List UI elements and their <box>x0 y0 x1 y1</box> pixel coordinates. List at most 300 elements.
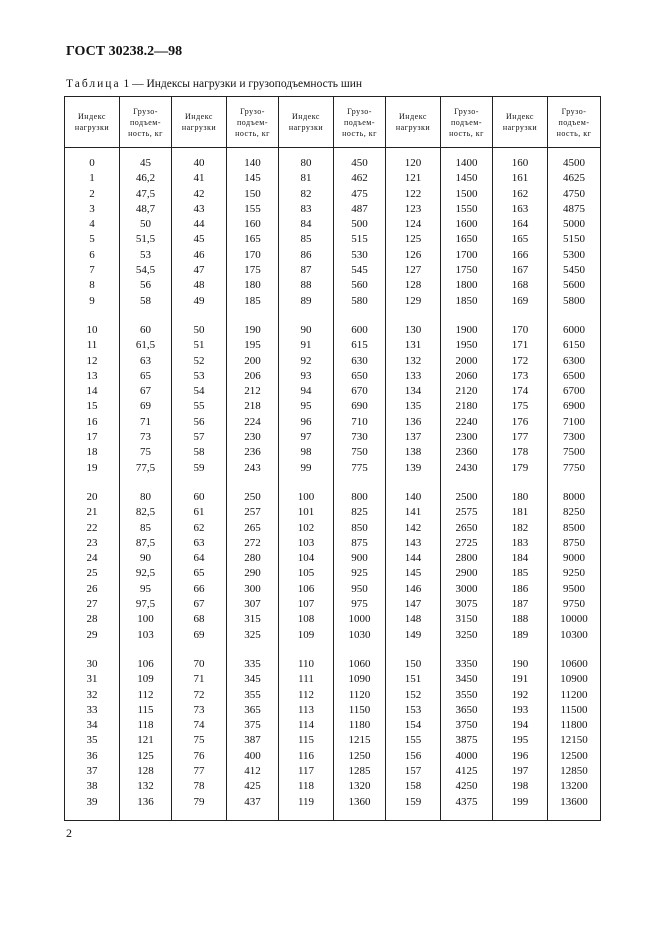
load-index-header: Индекс нагрузки <box>386 97 441 148</box>
load-index-cell: 120 <box>386 156 441 171</box>
load-index-cell: 168 <box>493 278 548 293</box>
load-index-cell: 64 <box>172 551 227 566</box>
table-row <box>65 490 601 505</box>
load-capacity-cell: 257 <box>227 505 279 520</box>
load-index-cell: 27 <box>65 597 120 612</box>
load-index-cell: 119 <box>279 795 334 810</box>
load-capacity-cell: 280 <box>227 551 279 566</box>
load-index-cell: 2 <box>65 187 120 202</box>
load-index-cell: 124 <box>386 217 441 232</box>
table-row <box>65 536 601 551</box>
load-capacity-cell: 2725 <box>441 536 493 551</box>
table-row <box>65 779 601 794</box>
load-index-cell: 65 <box>172 566 227 581</box>
load-capacity-cell: 1090 <box>334 672 386 687</box>
load-capacity-cell: 175 <box>227 263 279 278</box>
load-index-header: Индекс нагрузки <box>172 97 227 148</box>
load-capacity-cell: 140 <box>227 156 279 171</box>
load-index-cell: 138 <box>386 445 441 460</box>
load-index-cell: 79 <box>172 795 227 810</box>
load-capacity-cell: 1060 <box>334 657 386 672</box>
load-capacity-cell: 1450 <box>441 171 493 186</box>
load-index-cell: 10 <box>65 323 120 338</box>
load-index-cell: 150 <box>386 657 441 672</box>
load-index-cell: 51 <box>172 338 227 353</box>
load-index-cell: 63 <box>172 536 227 551</box>
load-index-cell: 107 <box>279 597 334 612</box>
load-capacity-cell: 315 <box>227 612 279 627</box>
load-capacity-cell: 3450 <box>441 672 493 687</box>
load-index-cell: 20 <box>65 490 120 505</box>
load-index-cell: 4 <box>65 217 120 232</box>
load-capacity-cell: 2575 <box>441 505 493 520</box>
load-capacity-cell: 710 <box>334 415 386 430</box>
load-capacity-cell: 1400 <box>441 156 493 171</box>
load-capacity-cell: 2500 <box>441 490 493 505</box>
load-index-cell: 81 <box>279 171 334 186</box>
table-row <box>65 597 601 612</box>
load-capacity-cell: 71 <box>120 415 172 430</box>
load-index-cell: 162 <box>493 187 548 202</box>
load-index-cell: 78 <box>172 779 227 794</box>
load-index-cell: 58 <box>172 445 227 460</box>
load-index-cell: 97 <box>279 430 334 445</box>
load-index-cell: 158 <box>386 779 441 794</box>
load-capacity-cell: 224 <box>227 415 279 430</box>
load-index-cell: 102 <box>279 521 334 536</box>
load-index-cell: 9 <box>65 294 120 309</box>
load-index-cell: 129 <box>386 294 441 309</box>
load-capacity-cell: 150 <box>227 187 279 202</box>
load-capacity-cell: 650 <box>334 369 386 384</box>
load-index-cell: 83 <box>279 202 334 217</box>
table-caption-prefix: Таблица <box>66 78 121 90</box>
load-capacity-cell: 1320 <box>334 779 386 794</box>
load-index-cell: 145 <box>386 566 441 581</box>
load-index-cell: 125 <box>386 232 441 247</box>
table-row <box>65 294 601 309</box>
load-index-cell: 22 <box>65 521 120 536</box>
load-index-cell: 88 <box>279 278 334 293</box>
load-index-cell: 117 <box>279 764 334 779</box>
load-index-cell: 130 <box>386 323 441 338</box>
load-capacity-cell: 206 <box>227 369 279 384</box>
load-index-cell: 149 <box>386 628 441 643</box>
load-index-cell: 153 <box>386 703 441 718</box>
load-capacity-cell: 4000 <box>441 749 493 764</box>
load-capacity-cell: 60 <box>120 323 172 338</box>
load-index-cell: 8 <box>65 278 120 293</box>
load-capacity-cell: 462 <box>334 171 386 186</box>
load-index-cell: 173 <box>493 369 548 384</box>
load-index-cell: 106 <box>279 582 334 597</box>
load-index-cell: 178 <box>493 445 548 460</box>
load-index-table <box>64 96 601 821</box>
load-capacity-cell: 5600 <box>548 278 601 293</box>
load-capacity-cell: 4875 <box>548 202 601 217</box>
load-capacity-cell: 8000 <box>548 490 601 505</box>
table-body <box>65 148 601 821</box>
load-index-cell: 50 <box>172 323 227 338</box>
load-capacity-cell: 61,5 <box>120 338 172 353</box>
load-capacity-cell: 165 <box>227 232 279 247</box>
load-capacity-cell: 1360 <box>334 795 386 810</box>
load-capacity-cell: 6900 <box>548 399 601 414</box>
load-index-cell: 68 <box>172 612 227 627</box>
load-index-cell: 151 <box>386 672 441 687</box>
load-index-cell: 185 <box>493 566 548 581</box>
table-caption <box>66 78 362 90</box>
load-capacity-cell: 265 <box>227 521 279 536</box>
load-capacity-cell: 121 <box>120 733 172 748</box>
load-index-cell: 25 <box>65 566 120 581</box>
load-capacity-cell: 1030 <box>334 628 386 643</box>
table-row <box>65 703 601 718</box>
load-index-cell: 60 <box>172 490 227 505</box>
table-row <box>65 764 601 779</box>
table-row <box>65 263 601 278</box>
load-capacity-cell: 128 <box>120 764 172 779</box>
load-capacity-cell: 4375 <box>441 795 493 810</box>
load-capacity-cell: 6500 <box>548 369 601 384</box>
load-capacity-cell: 100 <box>120 612 172 627</box>
load-index-cell: 46 <box>172 248 227 263</box>
load-index-cell: 45 <box>172 232 227 247</box>
load-index-cell: 85 <box>279 232 334 247</box>
load-index-header: Индекс нагрузки <box>65 97 120 148</box>
load-index-cell: 84 <box>279 217 334 232</box>
load-index-cell: 170 <box>493 323 548 338</box>
load-capacity-cell: 5150 <box>548 232 601 247</box>
load-index-cell: 156 <box>386 749 441 764</box>
table-spacer <box>65 309 601 323</box>
load-capacity-cell: 2180 <box>441 399 493 414</box>
load-capacity-cell: 1120 <box>334 688 386 703</box>
document-header: ГОСТ 30238.2—98 <box>66 44 183 59</box>
load-index-cell: 191 <box>493 672 548 687</box>
load-capacity-cell: 13200 <box>548 779 601 794</box>
load-index-cell: 38 <box>65 779 120 794</box>
load-capacity-cell: 7500 <box>548 445 601 460</box>
load-index-cell: 36 <box>65 749 120 764</box>
load-capacity-cell: 1700 <box>441 248 493 263</box>
load-capacity-cell: 290 <box>227 566 279 581</box>
load-capacity-cell: 118 <box>120 718 172 733</box>
load-capacity-cell: 3150 <box>441 612 493 627</box>
load-capacity-cell: 300 <box>227 582 279 597</box>
load-capacity-cell: 335 <box>227 657 279 672</box>
load-capacity-cell: 475 <box>334 187 386 202</box>
load-capacity-cell: 1950 <box>441 338 493 353</box>
load-index-cell: 112 <box>279 688 334 703</box>
load-index-cell: 172 <box>493 354 548 369</box>
table-row <box>65 795 601 810</box>
load-index-cell: 42 <box>172 187 227 202</box>
load-index-cell: 32 <box>65 688 120 703</box>
table-row <box>65 369 601 384</box>
table-row <box>65 657 601 672</box>
load-index-cell: 7 <box>65 263 120 278</box>
load-index-cell: 139 <box>386 461 441 476</box>
load-index-cell: 132 <box>386 354 441 369</box>
load-index-cell: 114 <box>279 718 334 733</box>
load-index-cell: 118 <box>279 779 334 794</box>
load-capacity-cell: 325 <box>227 628 279 643</box>
load-capacity-cell: 9000 <box>548 551 601 566</box>
load-capacity-cell: 1550 <box>441 202 493 217</box>
load-capacity-cell: 97,5 <box>120 597 172 612</box>
load-index-cell: 169 <box>493 294 548 309</box>
load-capacity-cell: 615 <box>334 338 386 353</box>
load-capacity-cell: 1150 <box>334 703 386 718</box>
load-capacity-cell: 10900 <box>548 672 601 687</box>
load-index-cell: 195 <box>493 733 548 748</box>
table-row <box>65 505 601 520</box>
table-row <box>65 202 601 217</box>
load-index-cell: 34 <box>65 718 120 733</box>
table-row <box>65 445 601 460</box>
table-row <box>65 521 601 536</box>
load-capacity-cell: 212 <box>227 384 279 399</box>
load-capacity-cell: 2430 <box>441 461 493 476</box>
table-row <box>65 461 601 476</box>
load-capacity-cell: 103 <box>120 628 172 643</box>
load-capacity-cell: 9250 <box>548 566 601 581</box>
load-capacity-cell: 1750 <box>441 263 493 278</box>
load-index-cell: 154 <box>386 718 441 733</box>
table-row <box>65 156 601 171</box>
load-capacity-cell: 8250 <box>548 505 601 520</box>
load-capacity-cell: 11200 <box>548 688 601 703</box>
load-capacity-cell: 51,5 <box>120 232 172 247</box>
load-capacity-cell: 1180 <box>334 718 386 733</box>
load-capacity-cell: 160 <box>227 217 279 232</box>
load-capacity-cell: 10000 <box>548 612 601 627</box>
load-capacity-cell: 6700 <box>548 384 601 399</box>
table-spacer <box>65 476 601 490</box>
load-capacity-cell: 1285 <box>334 764 386 779</box>
load-index-cell: 18 <box>65 445 120 460</box>
load-index-cell: 105 <box>279 566 334 581</box>
load-index-cell: 47 <box>172 263 227 278</box>
load-index-cell: 43 <box>172 202 227 217</box>
load-index-cell: 144 <box>386 551 441 566</box>
load-index-cell: 55 <box>172 399 227 414</box>
load-capacity-header: Грузо- подъем- ность, кг <box>334 97 386 148</box>
table-row <box>65 733 601 748</box>
load-capacity-cell: 69 <box>120 399 172 414</box>
load-capacity-cell: 200 <box>227 354 279 369</box>
load-capacity-cell: 56 <box>120 278 172 293</box>
load-capacity-cell: 109 <box>120 672 172 687</box>
load-capacity-cell: 3000 <box>441 582 493 597</box>
load-index-cell: 175 <box>493 399 548 414</box>
table-header-row <box>65 97 601 148</box>
load-index-cell: 69 <box>172 628 227 643</box>
load-index-cell: 184 <box>493 551 548 566</box>
load-capacity-cell: 5800 <box>548 294 601 309</box>
load-index-cell: 133 <box>386 369 441 384</box>
load-capacity-cell: 2650 <box>441 521 493 536</box>
load-capacity-cell: 670 <box>334 384 386 399</box>
load-capacity-cell: 1215 <box>334 733 386 748</box>
load-index-cell: 48 <box>172 278 227 293</box>
load-index-cell: 67 <box>172 597 227 612</box>
load-capacity-cell: 6150 <box>548 338 601 353</box>
load-index-cell: 140 <box>386 490 441 505</box>
load-capacity-cell: 9750 <box>548 597 601 612</box>
load-capacity-cell: 95 <box>120 582 172 597</box>
table-row <box>65 338 601 353</box>
load-capacity-cell: 115 <box>120 703 172 718</box>
load-index-cell: 41 <box>172 171 227 186</box>
table-row <box>65 551 601 566</box>
load-index-cell: 59 <box>172 461 227 476</box>
load-index-cell: 1 <box>65 171 120 186</box>
load-index-cell: 99 <box>279 461 334 476</box>
load-capacity-cell: 2800 <box>441 551 493 566</box>
load-capacity-cell: 58 <box>120 294 172 309</box>
table-row <box>65 582 601 597</box>
load-index-cell: 123 <box>386 202 441 217</box>
load-index-cell: 13 <box>65 369 120 384</box>
load-index-cell: 0 <box>65 156 120 171</box>
load-index-cell: 3 <box>65 202 120 217</box>
load-index-cell: 182 <box>493 521 548 536</box>
load-capacity-cell: 145 <box>227 171 279 186</box>
load-index-cell: 177 <box>493 430 548 445</box>
load-capacity-cell: 580 <box>334 294 386 309</box>
load-index-header: Индекс нагрузки <box>279 97 334 148</box>
load-capacity-cell: 365 <box>227 703 279 718</box>
load-index-cell: 16 <box>65 415 120 430</box>
load-capacity-cell: 2360 <box>441 445 493 460</box>
load-capacity-cell: 7750 <box>548 461 601 476</box>
load-index-cell: 90 <box>279 323 334 338</box>
load-index-cell: 44 <box>172 217 227 232</box>
load-index-cell: 183 <box>493 536 548 551</box>
table-spacer <box>65 810 601 821</box>
load-capacity-cell: 690 <box>334 399 386 414</box>
load-capacity-cell: 4625 <box>548 171 601 186</box>
load-index-cell: 104 <box>279 551 334 566</box>
load-index-cell: 26 <box>65 582 120 597</box>
load-capacity-cell: 47,5 <box>120 187 172 202</box>
load-index-cell: 62 <box>172 521 227 536</box>
load-index-cell: 71 <box>172 672 227 687</box>
load-capacity-cell: 2300 <box>441 430 493 445</box>
load-index-cell: 174 <box>493 384 548 399</box>
load-capacity-cell: 4125 <box>441 764 493 779</box>
load-index-cell: 137 <box>386 430 441 445</box>
load-index-cell: 163 <box>493 202 548 217</box>
load-capacity-cell: 73 <box>120 430 172 445</box>
load-capacity-cell: 1250 <box>334 749 386 764</box>
load-capacity-cell: 67 <box>120 384 172 399</box>
load-index-cell: 143 <box>386 536 441 551</box>
load-index-cell: 28 <box>65 612 120 627</box>
load-capacity-cell: 775 <box>334 461 386 476</box>
load-index-cell: 127 <box>386 263 441 278</box>
load-capacity-cell: 7300 <box>548 430 601 445</box>
load-capacity-cell: 900 <box>334 551 386 566</box>
table-spacer <box>65 643 601 657</box>
load-capacity-cell: 13600 <box>548 795 601 810</box>
load-index-cell: 15 <box>65 399 120 414</box>
load-capacity-cell: 1850 <box>441 294 493 309</box>
load-capacity-cell: 136 <box>120 795 172 810</box>
load-index-cell: 66 <box>172 582 227 597</box>
load-index-cell: 33 <box>65 703 120 718</box>
load-capacity-cell: 185 <box>227 294 279 309</box>
load-index-cell: 188 <box>493 612 548 627</box>
load-capacity-cell: 1800 <box>441 278 493 293</box>
load-capacity-cell: 65 <box>120 369 172 384</box>
load-capacity-cell: 950 <box>334 582 386 597</box>
load-capacity-cell: 3750 <box>441 718 493 733</box>
load-capacity-cell: 345 <box>227 672 279 687</box>
load-index-cell: 141 <box>386 505 441 520</box>
load-capacity-header: Грузо- подъем- ность, кг <box>227 97 279 148</box>
load-index-cell: 155 <box>386 733 441 748</box>
table-row <box>65 749 601 764</box>
load-index-cell: 189 <box>493 628 548 643</box>
load-index-cell: 54 <box>172 384 227 399</box>
load-index-cell: 75 <box>172 733 227 748</box>
load-capacity-cell: 600 <box>334 323 386 338</box>
load-index-cell: 11 <box>65 338 120 353</box>
load-index-cell: 148 <box>386 612 441 627</box>
load-index-cell: 165 <box>493 232 548 247</box>
load-capacity-cell: 10300 <box>548 628 601 643</box>
load-index-cell: 199 <box>493 795 548 810</box>
load-capacity-cell: 250 <box>227 490 279 505</box>
load-capacity-cell: 80 <box>120 490 172 505</box>
page-number: 2 <box>66 826 72 840</box>
load-index-cell: 5 <box>65 232 120 247</box>
load-capacity-cell: 825 <box>334 505 386 520</box>
load-index-cell: 73 <box>172 703 227 718</box>
load-index-cell: 192 <box>493 688 548 703</box>
load-capacity-cell: 1650 <box>441 232 493 247</box>
load-capacity-cell: 5000 <box>548 217 601 232</box>
load-index-cell: 164 <box>493 217 548 232</box>
load-capacity-cell: 87,5 <box>120 536 172 551</box>
load-capacity-cell: 545 <box>334 263 386 278</box>
load-index-cell: 95 <box>279 399 334 414</box>
load-capacity-cell: 272 <box>227 536 279 551</box>
load-capacity-cell: 2900 <box>441 566 493 581</box>
load-index-cell: 40 <box>172 156 227 171</box>
load-index-cell: 160 <box>493 156 548 171</box>
load-index-cell: 86 <box>279 248 334 263</box>
load-index-cell: 108 <box>279 612 334 627</box>
load-capacity-cell: 355 <box>227 688 279 703</box>
load-capacity-cell: 9500 <box>548 582 601 597</box>
load-capacity-cell: 2000 <box>441 354 493 369</box>
load-capacity-cell: 92,5 <box>120 566 172 581</box>
load-capacity-cell: 437 <box>227 795 279 810</box>
load-index-cell: 196 <box>493 749 548 764</box>
load-index-cell: 121 <box>386 171 441 186</box>
load-index-cell: 128 <box>386 278 441 293</box>
load-capacity-cell: 4750 <box>548 187 601 202</box>
load-capacity-cell: 375 <box>227 718 279 733</box>
load-capacity-cell: 487 <box>334 202 386 217</box>
table-row <box>65 232 601 247</box>
table-row <box>65 323 601 338</box>
load-capacity-cell: 85 <box>120 521 172 536</box>
